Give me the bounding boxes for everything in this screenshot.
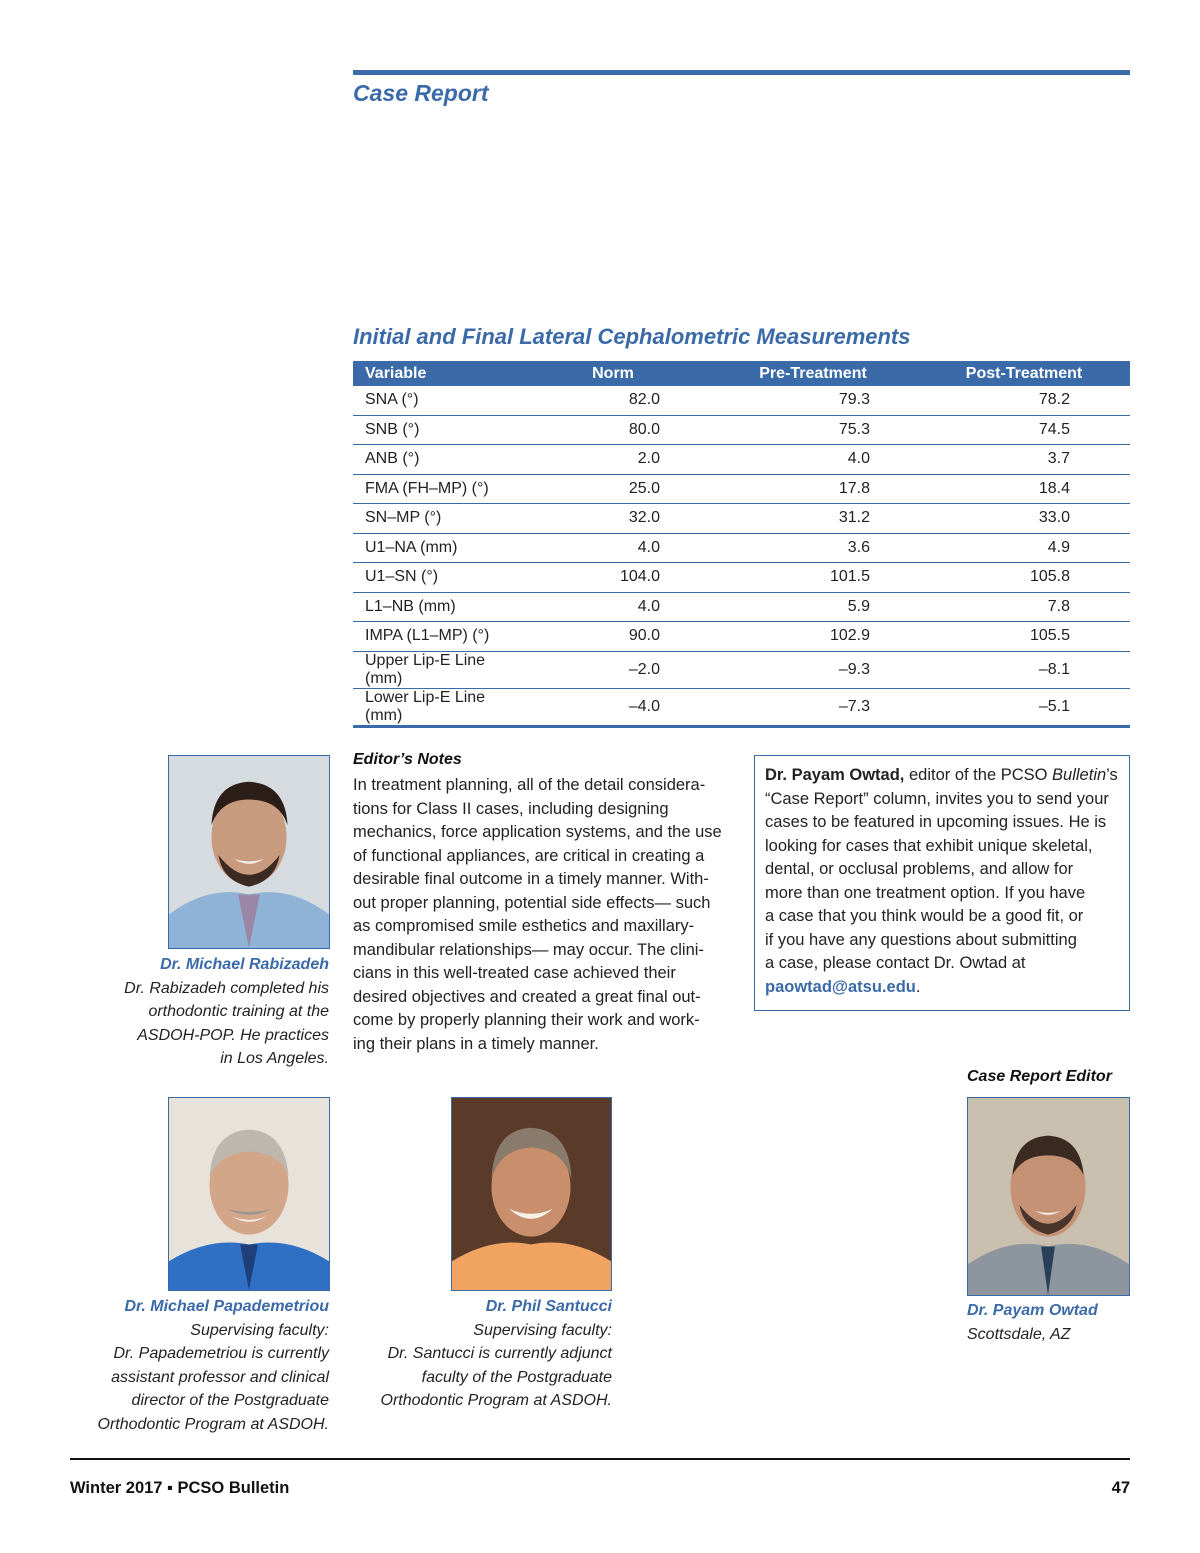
cell-norm: 90.0 xyxy=(518,622,708,652)
caption-line: in Los Angeles. xyxy=(220,1050,329,1067)
portrait-papademetriou-image xyxy=(169,1098,329,1290)
table-row xyxy=(353,386,1130,415)
cell-variable: SNB (°) xyxy=(353,415,518,445)
cell-norm: 104.0 xyxy=(518,563,708,593)
table-row xyxy=(353,592,1130,622)
table-row xyxy=(353,563,1130,593)
caption-line: Dr. Rabizadeh completed his xyxy=(124,979,329,997)
cell-pre: 31.2 xyxy=(708,504,918,534)
table-row xyxy=(353,474,1130,504)
notes-line: desirable final outcome in a timely manner. With- xyxy=(353,870,709,888)
cell-variable: Upper Lip-E Line (mm) xyxy=(353,651,518,688)
cephalometric-table xyxy=(353,361,1130,728)
notes-line: In treatment planning, all of the detail considera- xyxy=(353,776,706,794)
cell-norm: –2.0 xyxy=(518,651,708,688)
caption-name-santucci: Dr. Phil Santucci xyxy=(485,1298,612,1315)
header-rule xyxy=(353,70,1130,75)
page-number: 47 xyxy=(1111,1479,1130,1497)
caption-santucci xyxy=(332,1295,612,1413)
cell-post: 78.2 xyxy=(918,386,1130,415)
column-header-pre-treatment: Pre-Treatment xyxy=(708,361,918,386)
cell-norm: 25.0 xyxy=(518,474,708,504)
notes-line: cians in this well-treated case achieved their xyxy=(353,964,676,982)
cell-variable: Lower Lip-E Line (mm) xyxy=(353,688,518,726)
cell-pre: 3.6 xyxy=(708,533,918,563)
cell-norm: 2.0 xyxy=(518,445,708,475)
cell-pre: 75.3 xyxy=(708,415,918,445)
callout-bulletin-italic: Bulletin xyxy=(1052,766,1107,784)
notes-line: as compromised smile esthetics and maxillary- xyxy=(353,917,695,935)
cell-post: 4.9 xyxy=(918,533,1130,563)
callout-line: a case, please contact Dr. Owtad at xyxy=(765,954,1026,972)
cell-variable: U1–NA (mm) xyxy=(353,533,518,563)
editors-notes-body xyxy=(353,774,733,1056)
caption-line: Supervising faculty: xyxy=(473,1321,612,1339)
caption-location: Scottsdale, AZ xyxy=(967,1325,1071,1343)
table-row xyxy=(353,533,1130,563)
table-row xyxy=(353,688,1130,726)
caption-line: Dr. Papademetriou is currently xyxy=(113,1345,329,1362)
table-header-row xyxy=(353,361,1130,386)
callout-line: cases to be featured in upcoming issues. He is xyxy=(765,813,1107,831)
column-header-variable: Variable xyxy=(353,361,518,386)
callout-line: more than one treatment option. If you have xyxy=(765,883,1086,902)
cell-post: 105.5 xyxy=(918,622,1130,652)
cell-pre: –9.3 xyxy=(708,651,918,688)
portrait-owtad-image xyxy=(968,1098,1129,1295)
cell-pre: 79.3 xyxy=(708,386,918,415)
photo-rabizadeh xyxy=(168,755,330,949)
photo-owtad xyxy=(967,1097,1130,1296)
caption-line: Orthodontic Program at ASDOH. xyxy=(380,1392,612,1409)
cell-variable: L1–NB (mm) xyxy=(353,592,518,622)
caption-rabizadeh xyxy=(69,953,329,1071)
cell-variable: ANB (°) xyxy=(353,445,518,475)
callout-line: “Case Report” column, invites you to send your xyxy=(765,789,1109,808)
callout-line: if you have any questions about submitting xyxy=(765,930,1077,949)
callout-line: a case that you think would be a good fit, or xyxy=(765,907,1084,925)
cell-post: 7.8 xyxy=(918,592,1130,622)
notes-line: tions for Class II cases, including designing xyxy=(353,799,669,818)
cell-variable: SN–MP (°) xyxy=(353,504,518,534)
portrait-rabizadeh-image xyxy=(169,756,329,948)
photo-santucci xyxy=(451,1097,612,1291)
cell-pre: 102.9 xyxy=(708,622,918,652)
cell-pre: 17.8 xyxy=(708,474,918,504)
portrait-santucci-image xyxy=(452,1098,611,1290)
section-label: Case Report xyxy=(353,80,489,106)
callout-line: looking for cases that exhibit unique skeletal, xyxy=(765,836,1093,855)
caption-line: Supervising faculty: xyxy=(190,1321,329,1339)
cell-variable: U1–SN (°) xyxy=(353,563,518,593)
cell-post: 33.0 xyxy=(918,504,1130,534)
cell-norm: 4.0 xyxy=(518,592,708,622)
notes-line: out proper planning, potential side effects— such xyxy=(353,893,711,912)
notes-line: mandibular relationships— may occur. The clini- xyxy=(353,940,704,959)
column-header-post-treatment: Post-Treatment xyxy=(918,361,1130,386)
case-submission-callout xyxy=(754,755,1130,1011)
caption-papademetriou xyxy=(49,1295,329,1436)
callout-line xyxy=(765,764,1119,788)
cell-pre: 101.5 xyxy=(708,563,918,593)
footer-publication: Winter 2017 ▪ PCSO Bulletin xyxy=(70,1479,290,1497)
cell-variable: SNA (°) xyxy=(353,386,518,415)
cell-variable: IMPA (L1–MP) (°) xyxy=(353,622,518,652)
caption-line: orthodontic training at the xyxy=(148,1003,329,1020)
caption-line: Orthodontic Program at ASDOH. xyxy=(97,1415,329,1433)
notes-line: of functional appliances, are critical in creating a xyxy=(353,846,705,865)
cell-post: –5.1 xyxy=(918,688,1130,726)
cell-pre: –7.3 xyxy=(708,688,918,726)
email-suffix: . xyxy=(915,977,921,996)
cell-post: 105.8 xyxy=(918,563,1130,593)
callout-text: editor of the PCSO xyxy=(904,766,1053,784)
callout-line: dental, or occlusal problems, and allow for xyxy=(765,860,1074,878)
caption-owtad xyxy=(967,1299,1167,1346)
cell-post: 74.5 xyxy=(918,415,1130,445)
cell-norm: 4.0 xyxy=(518,533,708,563)
callout-text: ’s xyxy=(1106,766,1118,784)
table-row xyxy=(353,415,1130,445)
table-row xyxy=(353,445,1130,475)
caption-line: director of the Postgraduate xyxy=(131,1392,329,1409)
footer-rule xyxy=(70,1458,1130,1460)
column-header-norm: Norm xyxy=(518,361,708,386)
callout-line xyxy=(765,976,1119,1000)
caption-name-papademetriou: Dr. Michael Papademetriou xyxy=(124,1298,329,1315)
notes-line: come by properly planning their work and work- xyxy=(353,1011,700,1029)
cell-norm: 80.0 xyxy=(518,415,708,445)
cell-norm: 82.0 xyxy=(518,386,708,415)
editors-notes-heading: Editor’s Notes xyxy=(353,751,462,768)
cell-post: 18.4 xyxy=(918,474,1130,504)
notes-line: ing their plans in a timely manner. xyxy=(353,1034,599,1053)
cell-pre: 5.9 xyxy=(708,592,918,622)
table-row xyxy=(353,622,1130,652)
caption-line: ASDOH-POP. He practices xyxy=(137,1026,329,1044)
notes-line: desired objectives and created a great final out- xyxy=(353,987,701,1006)
caption-line: Dr. Santucci is currently adjunct xyxy=(387,1345,612,1362)
caption-line: faculty of the Postgraduate xyxy=(421,1368,612,1386)
caption-name-owtad: Dr. Payam Owtad xyxy=(967,1302,1098,1319)
case-report-editor-label: Case Report Editor xyxy=(967,1068,1112,1085)
table-row xyxy=(353,504,1130,534)
table-row xyxy=(353,651,1130,688)
cell-variable: FMA (FH–MP) (°) xyxy=(353,474,518,504)
cell-pre: 4.0 xyxy=(708,445,918,475)
cell-post: –8.1 xyxy=(918,651,1130,688)
caption-name-rabizadeh: Dr. Michael Rabizadeh xyxy=(160,956,329,973)
notes-line: mechanics, force application systems, and the use xyxy=(353,823,722,841)
cell-norm: –4.0 xyxy=(518,688,708,726)
table-title: Initial and Final Lateral Cephalometric Measurements xyxy=(353,324,911,349)
cell-post: 3.7 xyxy=(918,445,1130,475)
callout-editor-name: Dr. Payam Owtad, xyxy=(765,766,905,784)
email-link[interactable]: paowtad@atsu.edu xyxy=(765,977,916,996)
caption-line: assistant professor and clinical xyxy=(111,1368,329,1386)
photo-papademetriou xyxy=(168,1097,330,1291)
cell-norm: 32.0 xyxy=(518,504,708,534)
